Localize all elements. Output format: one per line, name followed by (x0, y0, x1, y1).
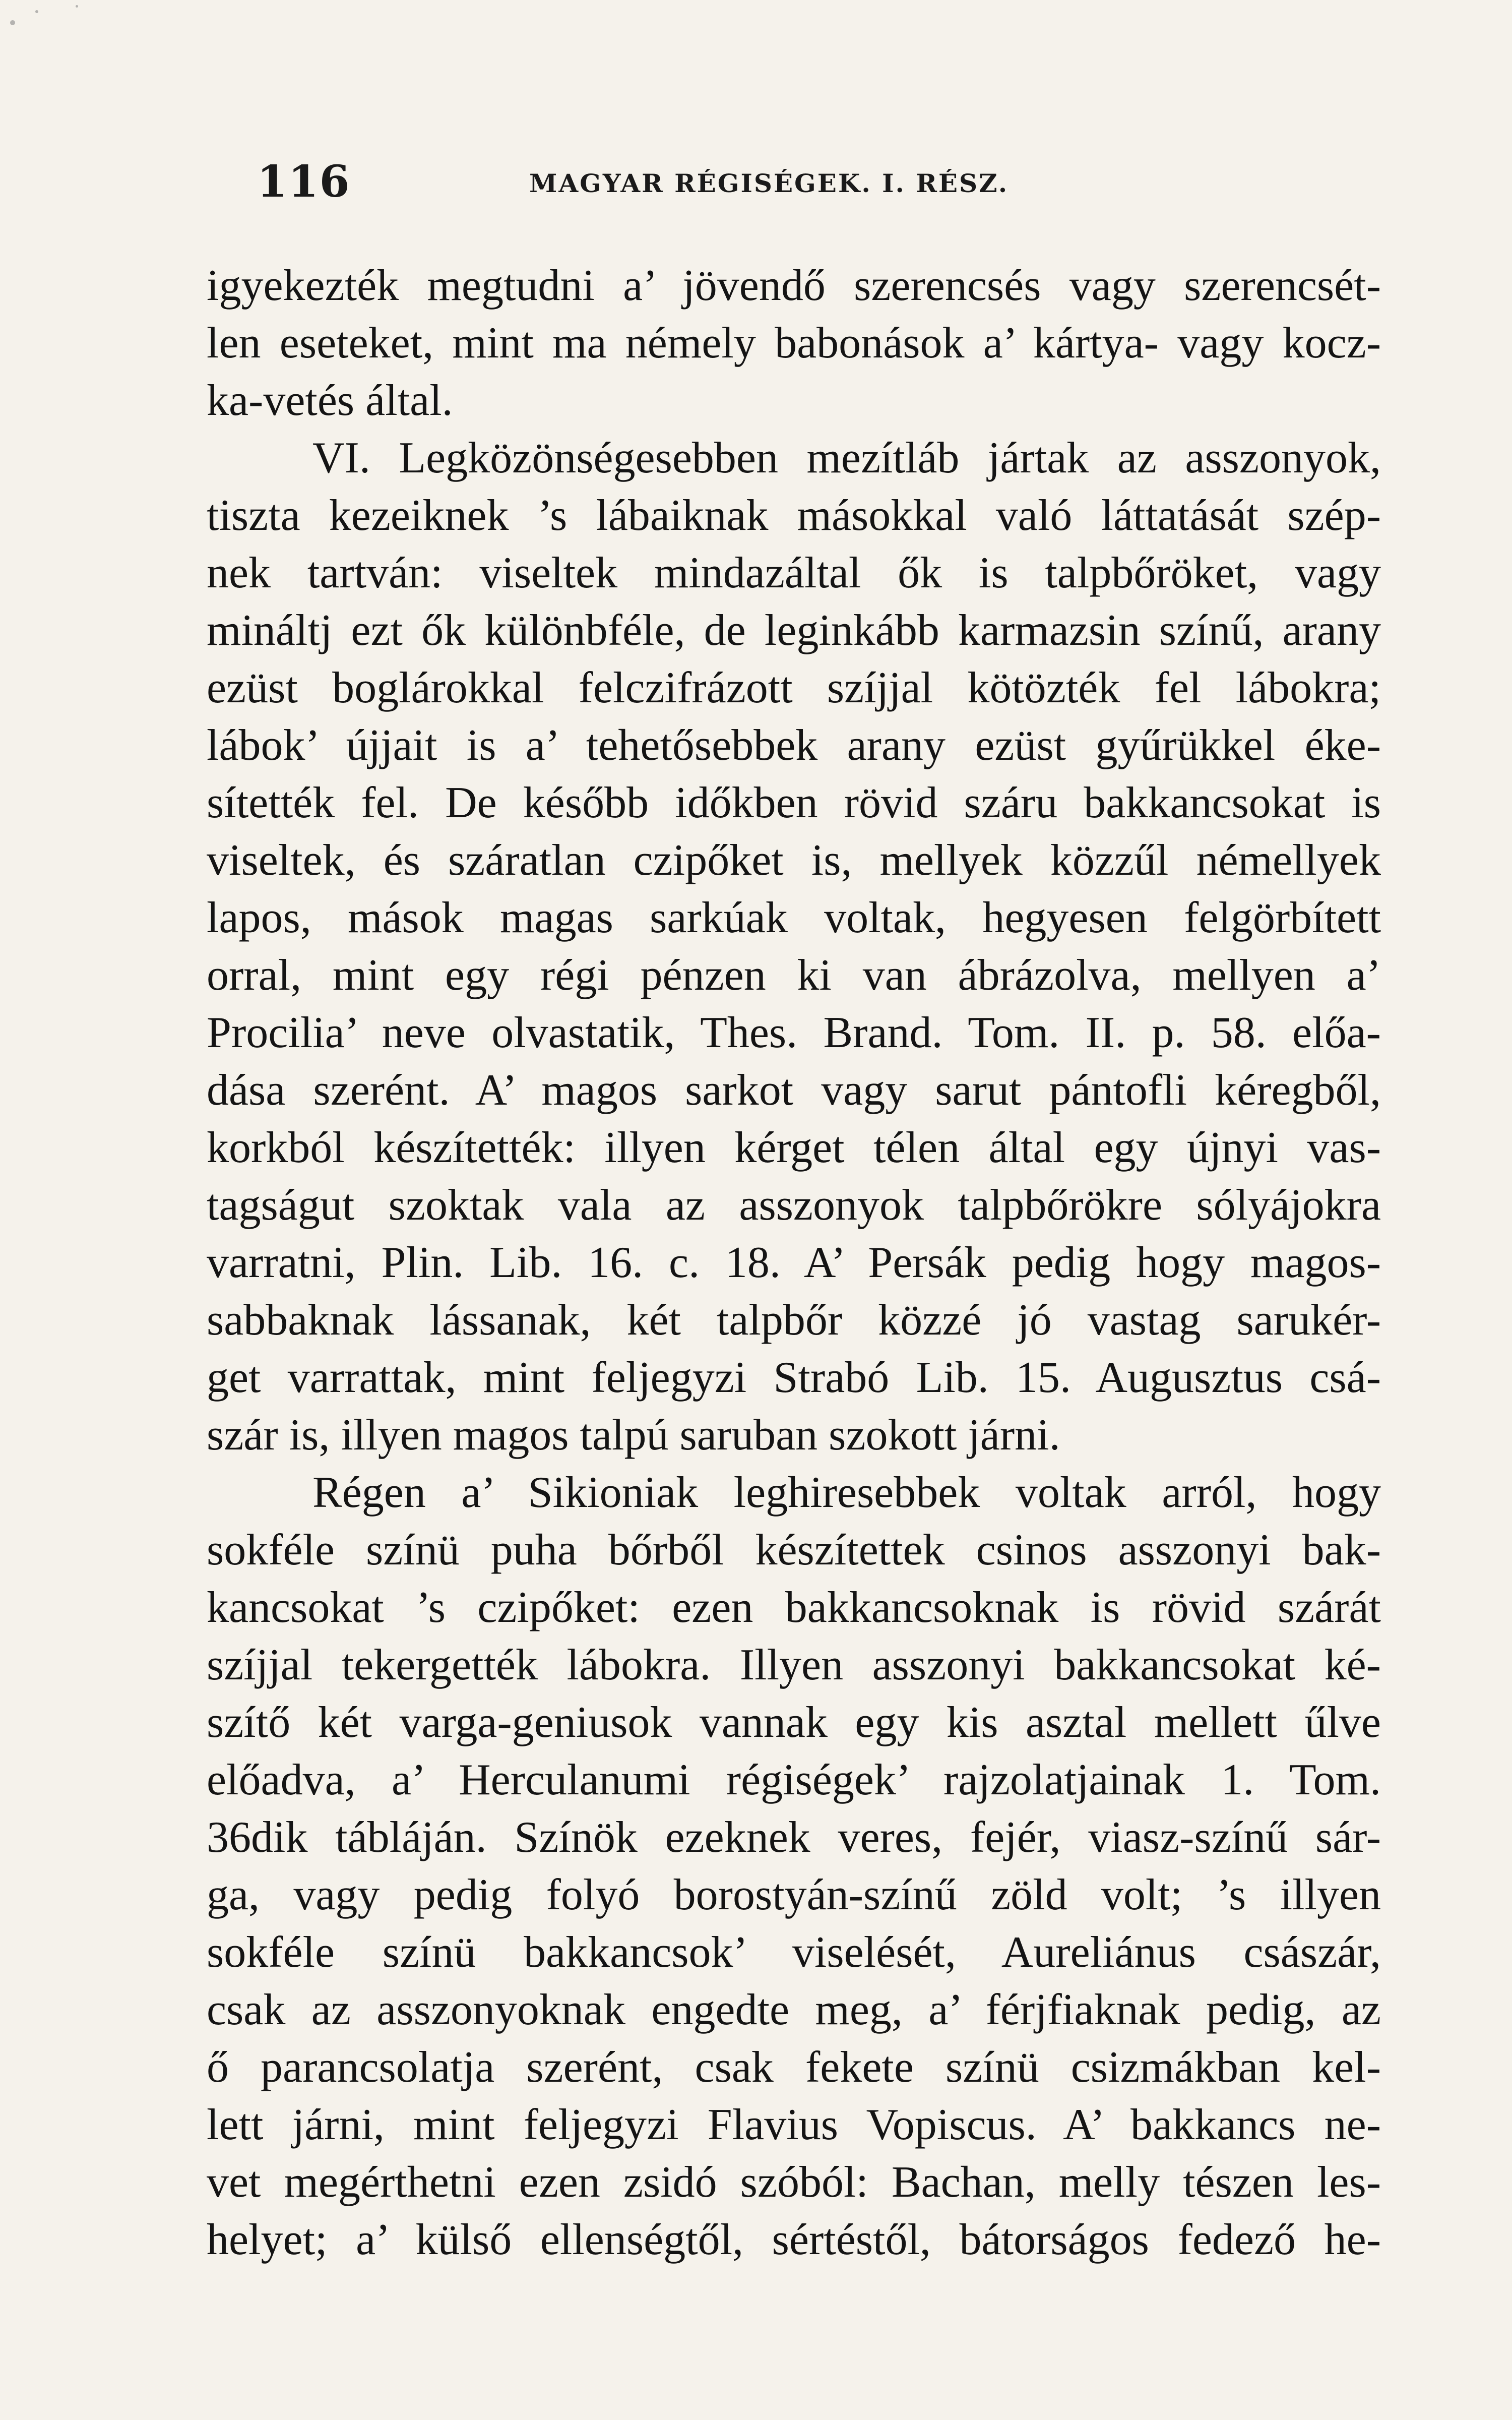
text-line: mináltj ezt ők különbféle, de leginkább karmazsin színű, arany (207, 606, 1381, 655)
text-line: tiszta kezeiknek ’s lábaiknak másokkal való láttatását szép- (207, 491, 1381, 540)
text-line: szítő két varga-geniusok vannak egy kis asztal mellett űlve (207, 1698, 1381, 1747)
running-head (257, 156, 1265, 212)
text-line: ga, vagy pedig folyó borostyán-színű zöld volt; ’s illyen (207, 1870, 1381, 1919)
paper-speck (10, 20, 15, 25)
paper-speck (76, 5, 78, 8)
text-line: lapos, mások magas sarkúak voltak, hegyesen felgörbített (207, 893, 1381, 942)
text-line: korkból készítették: illyen kérget télen által egy újnyi vas- (207, 1123, 1381, 1172)
text-line: igyekezték megtudni a’ jövendő szerencsés vagy szerencsét- (207, 261, 1381, 310)
text-line: 36dik tábláján. Színök ezeknek veres, fejér, viasz-színű sár- (207, 1813, 1381, 1862)
text-line: dása szerént. A’ magos sarkot vagy sarut pántofli kéregből, (207, 1066, 1381, 1115)
text-line: get varrattak, mint feljegyzi Strabó Lib. 15. Augusztus csá- (207, 1353, 1381, 1402)
text-line: sokféle színü bakkancsok’ viselését, Aureliánus császár, (207, 1928, 1381, 1977)
text-line: VI. Legközönségesebben mezítláb jártak az asszonyok, (312, 434, 1381, 482)
text-line: lett járni, mint feljegyzi Flavius Vopiscus. A’ bakkancs ne- (207, 2100, 1381, 2149)
text-line: sítették fel. De később időkben rövid száru bakkancsokat is (207, 778, 1381, 827)
text-line: Régen a’ Sikioniak leghiresebbek voltak arról, hogy (312, 1468, 1381, 1517)
text-line: viseltek, és száratlan czipőket is, mellyek közzűl némellyek (207, 836, 1381, 885)
body-text (207, 257, 1381, 2269)
text-line: vet megérthetni ezen zsidó szóból: Bachan, melly tészen les- (207, 2158, 1381, 2207)
text-line: ezüst boglárokkal felczifrázott szíjjal kötözték fel lábokra; (207, 663, 1381, 712)
text-line: szár is, illyen magos talpú saruban szokott járni. (207, 1411, 1060, 1460)
text-line: ka-vetés által. (207, 376, 453, 425)
text-line: helyet; a’ külső ellenségtől, sértéstől, bátorságos fedező he- (207, 2215, 1381, 2264)
text-line: előadva, a’ Herculanumi régiségek’ rajzolatjainak 1. Tom. (207, 1756, 1381, 1804)
text-line: len eseteket, mint ma némely babonások a’ kártya- vagy kocz- (207, 319, 1381, 368)
text-line: nek tartván: viseltek mindazáltal ők is talpbőröket, vagy (207, 549, 1381, 597)
text-line: szíjjal tekergették lábokra. Illyen asszonyi bakkancsokat ké- (207, 1641, 1381, 1689)
text-line: orral, mint egy régi pénzen ki van ábrázolva, mellyen a’ (207, 951, 1381, 1000)
text-line: sabbaknak lássanak, két talpbőr közzé jó vastag sarukér- (207, 1296, 1381, 1345)
text-line: lábok’ újjait is a’ tehetősebbek arany ezüst gyűrükkel éke- (207, 721, 1381, 770)
page-number: 116 (257, 156, 351, 207)
text-line: kancsokat ’s czipőket: ezen bakkancsoknak is rövid szárát (207, 1583, 1381, 1632)
paper-speck (35, 10, 38, 13)
text-line: Procilia’ neve olvastatik, Thes. Brand. Tom. II. p. 58. előa- (207, 1008, 1381, 1057)
running-title: MAGYAR RÉGISÉGEK. I. RÉSZ. (529, 168, 1009, 198)
text-line: csak az asszonyoknak engedte meg, a’ férjfiaknak pedig, az (207, 1985, 1381, 2034)
text-line: sokféle színü puha bőrből készítettek csinos asszonyi bak- (207, 1526, 1381, 1575)
text-line: tagságut szoktak vala az asszonyok talpbőrökre sólyájokra (207, 1181, 1381, 1230)
text-line: ő parancsolatja szerént, csak fekete színü csizmákban kel- (207, 2043, 1381, 2092)
text-line: varratni, Plin. Lib. 16. c. 18. A’ Persák pedig hogy magos- (207, 1238, 1381, 1287)
